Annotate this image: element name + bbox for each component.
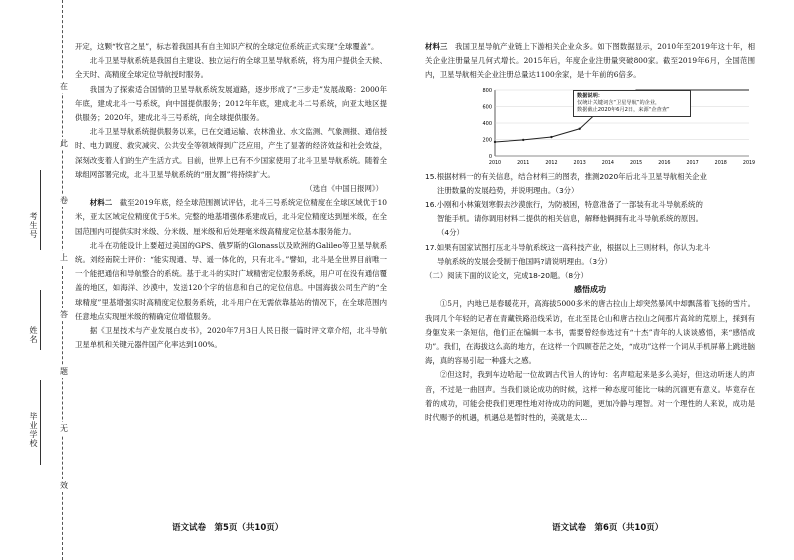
annotation-line: 数据说明： [577,92,603,99]
essay-paragraph: ①5月，内地已是春暖花开，高海拔5000多米的唐古拉山上却突然暴风中却飘荡着飞扬的雪片。我同几个年轻的记者在青藏铁路沿线采访，在北至昆仑山和唐古拉山之间那片高耸的荒原上，採到有身躯发来一条短信，他们正在编辑一本书，需要曾经参选过有“十杰”青年的人谈谈感悟，来“感悟成功”。我们，在海拔这么高的地方，在这样一个四顾苍茫之处，“成功”这样一个词从手机屏幕上跳进脑海，真的容易引起一种盛大之感。 [425,299,755,366]
paragraph: 北斗卫星导航系统是我国自主建设、独立运行的全球卫星导航系统，将为用户提供全天候、全天时、高精度全球定位导航授时服务。 [75,56,387,80]
seal-char: 效 [60,481,68,490]
x-tick-label: 2019 [742,160,756,166]
seal-char: 卷 [60,196,68,205]
question-17 [425,241,755,269]
page-5-footer: 语文试卷 第5页（共10页） [172,523,284,533]
y-tick-label: 200 [482,137,492,144]
candidate-number-label: 考生号 [29,212,38,239]
school-label: 毕业学校 [29,412,38,448]
section-2-instruction: （二）阅读下面的议论文，完成18-20题。（8分） [425,271,588,281]
question-line: 导航系统的发展会受制于他国吗?请说明理由。（3分） [437,256,612,266]
y-tick-label: 400 [482,120,492,127]
chart-annotation-box [573,90,691,117]
x-tick-label: 2018 [714,160,727,166]
question-number: 17. [425,242,437,252]
x-tick-label: 2013 [573,160,586,166]
page-6-footer: 语文试卷 第6页（共10页） [552,523,664,533]
y-tick-label: 0 [488,153,492,160]
questions-block [425,170,755,284]
name-label: 姓名 [29,326,38,344]
material-2-paragraph [75,196,387,239]
question-line: 注册数量的发展趋势，并说明理由。（3分） [437,185,579,195]
question-line: 智能手机。请你调用材料二提供的相关信息，解释他俩拥有北斗导航系统的原因。 [437,214,704,224]
material-3-text: 我国卫星导航产业链上下游相关企业众多。如下图数据显示，2010年至2019年这十年，相关企业注册量呈几何式增长。2015年后，年度企业注册量突破800家。截至2019年6月，全国范围内，卫星导航相关企业注册总量达1100余家，是十年前的6倍多。 [425,42,755,80]
question-line: 根据材料一的有关信息，结合材料三的图表，推测2020年后北斗卫星导航相关企业 [436,171,707,181]
paragraph: 北斗在功能设计上要超过美国的GPS、俄罗斯的Glonass以及欧洲的Galileo等卫星导航系统。刘经南院士评价：“能实现通、导、遥一体化的，只有北斗。”譬如，北斗是全世界目前唯一一个能把通信和导航整合的系统。基于北斗的实时广域精密定位服务系统，用户可在没有通信覆盖的地区，如海洋、沙漠中，发送120个字的信息和自己的定位信息。中国海拔公司生产的“全球精度”里基增强实时高精度定位服务系统，北斗用户在无需依靠基站的情况下，在全球范围内任意地点实现厘米级的精确定位增值服务。 [75,240,387,321]
paragraph: 我国为了探索适合国情的卫星导航系统发展道路，逐步形成了“三步走”发展战略：2000年年底，建成北斗一号系统，向中国提供服务；2012年年底，建成北斗二号系统，向亚太地区提供服务；2020年，建成北斗三号系统，向全球提供服务。 [75,84,387,123]
essay-title: 感悟成功 [574,285,606,295]
material-3-label: 材料三 [425,42,448,51]
data-point [522,138,524,140]
seal-char: 答 [60,310,68,319]
paragraph: 开定，这颗“牧官之星”，标志着我国具有自主知识产权的全球定位系统正式实现“全球覆盖”。 [75,42,379,51]
name-line [40,290,41,350]
x-tick-label: 2014 [601,160,614,166]
company-registration-chart [473,86,756,168]
y-tick-label: 600 [482,104,492,111]
x-tick-label: 2015 [630,160,643,166]
x-tick-label: 2011 [517,160,530,166]
material-3-paragraph [425,40,755,83]
page-6-content [425,40,755,425]
seal-char: 无 [60,424,68,433]
question-line: 如果有国家试图打压北斗导航系统这一高科技产业，根据以上三则材料，你认为北斗 [436,242,711,252]
question-16 [425,198,755,241]
binding-margin [0,0,66,560]
essay-paragraph: ②但这时，我到车边哈起一位故调古代旨人的诗句：名声喧起来是多么美好，但这动听迷人的声音，不过是一曲回声。当我们谈论成功的时候，这样一种态度可能比一味的沉湎更有意义。毕竟存在着的成功，可能会使我们更理性地对待成功的问题，更加冷静与理智。对一个理性的人来说，成功是时代赐予的机遇，机遇总是暂时性的，美就是太... [425,370,755,423]
data-point [494,140,496,142]
question-line: 小刚和小林策划寒假去沙漠旅行，为防被困，特意准备了一部装有北斗导航系统的 [436,200,703,210]
question-number: 16. [425,200,437,210]
question-number: 15. [425,171,437,181]
page-5-content [75,40,387,352]
question-line: （4分） [437,228,464,238]
x-tick-label: 2012 [545,160,558,166]
annotation-line: 数据截止2020年6月2日，来源“企查查” [577,106,670,113]
source-citation: （选自《中国日报网》） [305,184,383,194]
material-2-text: 截至2019年底，经全球范围测试评估，北斗三号系统定位精度在全球区域优于10米，亚太区域定位精度优于5米。完整的地基增强体系建成后，北斗定位精度达到厘米级，在全国范围内可提供实时米级、分米级、厘米级和后处理毫米级高精度定位基本服务能力。 [75,198,387,236]
seal-char: 此 [60,139,68,148]
x-tick-label: 2017 [686,160,699,166]
paragraph: 北斗卫星导航系统提供服务以来，已在交通运输、农林渔业、水文监测、气象测报、通信授时、电力调度、救灾减灾、公共安全等领域得到广泛应用，产生了显著的经济效益和社会效益，深刻改变着人们的生产生活方式。目前，世界上已有不少国家使用了北斗卫星导航系统。随着全球组网部署完成，北斗卫星导航系统的“朋友圈”将持续扩大。 [75,127,387,179]
paragraph: 据《卫星技术与产业发展白皮书》，2020年7月3日人民日报一篇时评文章介绍，北斗导航卫星单机和关键元器件国产化率达到100%。 [75,326,387,350]
seal-char: 上 [60,253,68,262]
annotation-line: 仅统计关键词含“卫星导航”的企业， [577,99,661,106]
question-15 [425,170,755,198]
x-tick-label: 2016 [658,160,671,166]
data-point [578,127,580,129]
candidate-number-line [40,170,41,250]
seal-char: 题 [60,367,68,376]
material-2-label: 材料二 [89,198,113,208]
x-tick-label: 2010 [488,160,502,166]
y-tick-label: 800 [482,87,492,94]
data-point [550,135,552,137]
seal-char: 在 [60,82,68,91]
school-line [40,380,41,465]
